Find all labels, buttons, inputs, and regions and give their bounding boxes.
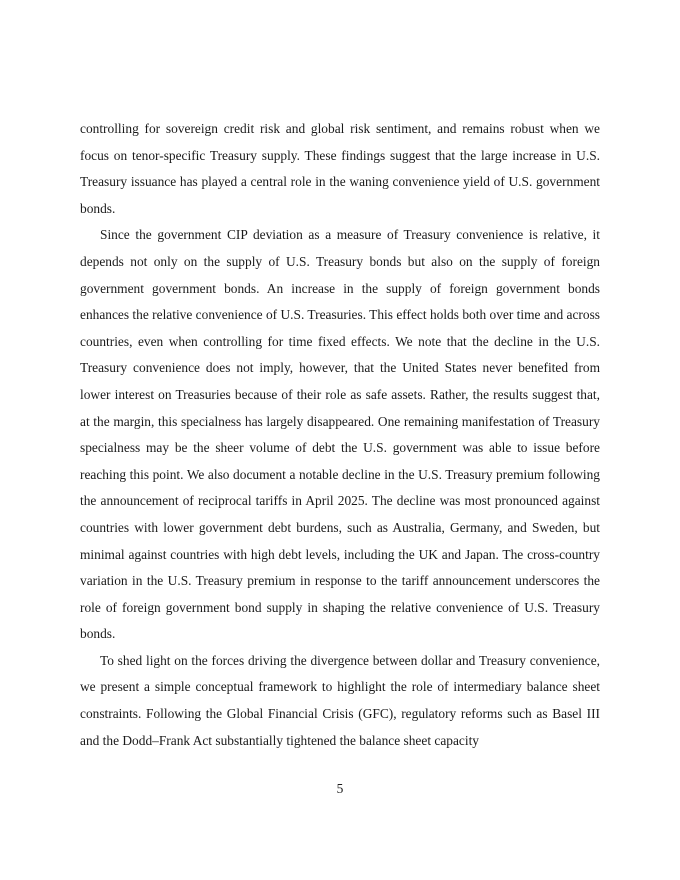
page-body	[80, 116, 600, 754]
paragraph-government-cip: Since the government CIP deviation as a measure of Treasury convenience is relative, it depends not only on the supply of U.S. Treasury bonds but also on the supply of foreign government government bonds. An increase in the supply of foreign government bonds enhances the relative convenience of U.S. Treasuries. This effect holds both over time and across countries, even when controlling for time fixed effects. We note that the decline in the U.S. Treasury convenience does not imply, however, that the United States never benefited from lower interest on Treasuries because of their role as safe assets. Rather, the results suggest that, at the margin, this specialness has largely disappeared. One remaining manifestation of Treasury specialness may be the sheer volume of debt the U.S. government was able to issue before reaching this point. We also document a notable decline in the U.S. Treasury premium following the announcement of reciprocal tariffs in April 2025. The decline was most pronounced against countries with lower government debt burdens, such as Australia, Germany, and Sweden, but minimal against countries with high debt levels, including the UK and Japan. The cross-country variation in the U.S. Treasury premium in response to the tariff announcement underscores the role of foreign government bond supply in shaping the relative convenience of U.S. Treasury bonds.	[80, 227, 600, 642]
paragraph-continuation: controlling for sovereign credit risk and global risk sentiment, and remains robust when we focus on tenor-specific Treasury supply. These findings suggest that the large increase in U.S. Treasury issuance has played a central role in the waning convenience yield of U.S. government bonds.	[80, 121, 600, 216]
paragraph-conceptual-framework: To shed light on the forces driving the divergence between dollar and Treasury convenience, we present a simple conceptual framework to highlight the role of intermediary balance sheet constraints. Following the Global Financial Crisis (GFC), regulatory reforms such as Basel III and the Dodd–Frank Act substantially tightened the balance sheet capacity	[80, 652, 600, 748]
page-number: 5	[336, 781, 344, 796]
